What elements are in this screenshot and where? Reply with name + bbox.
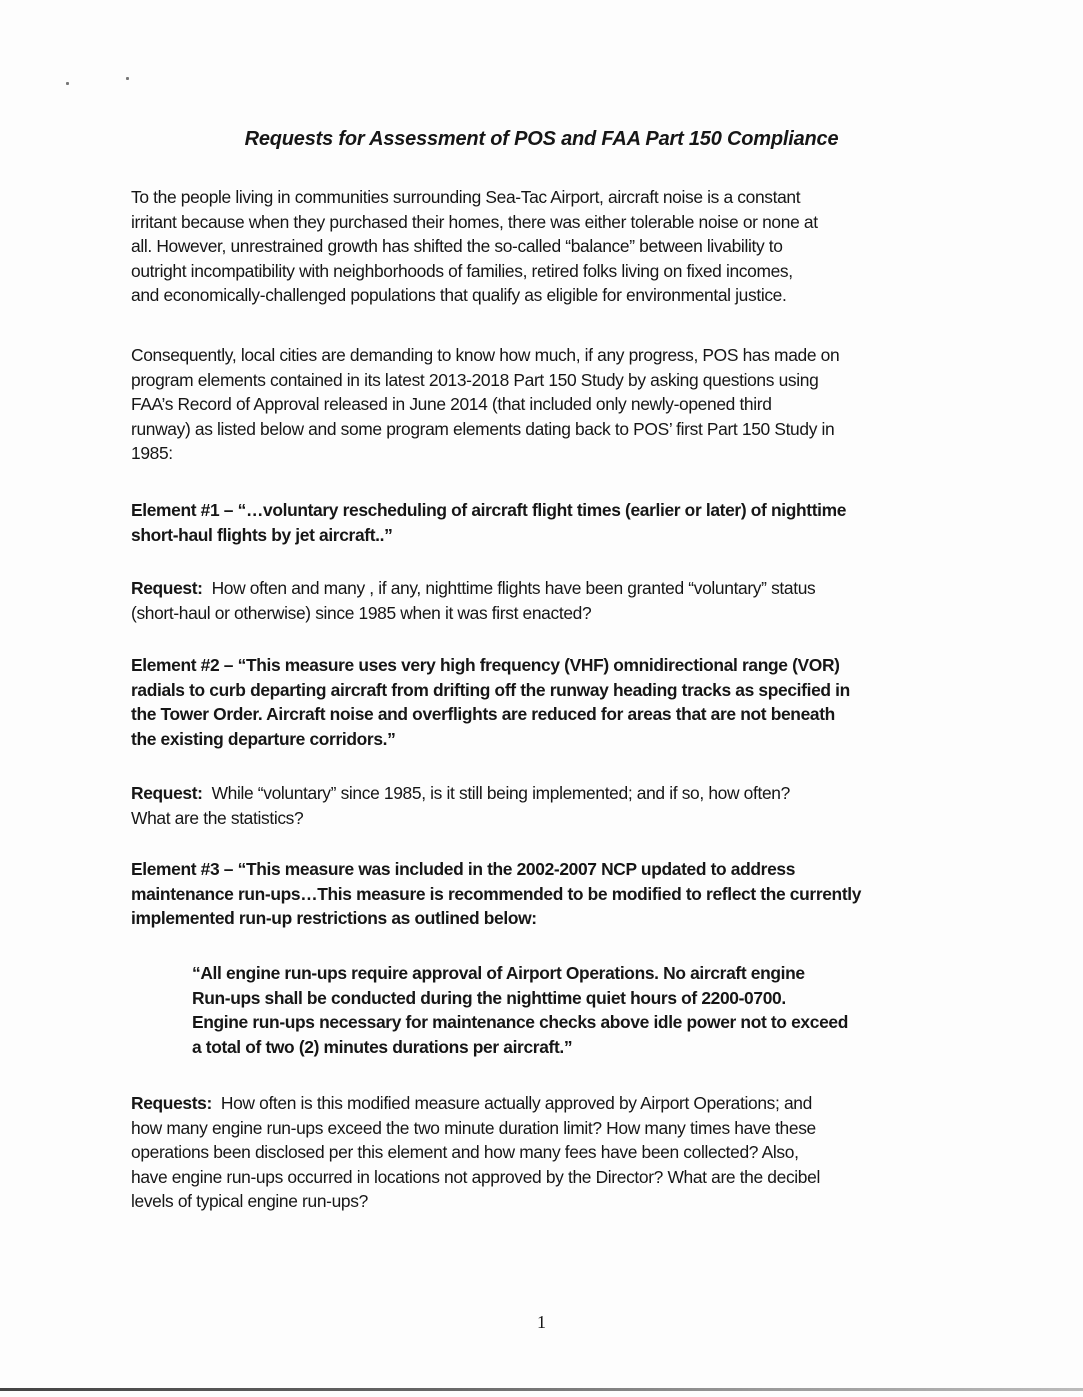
text-line: 1985: (131, 443, 173, 464)
request-label: Request: (131, 578, 203, 598)
element-3-requests (131, 1091, 961, 1214)
text-line: all. However, unrestrained growth has shifted the so-called “balance” between livability to (131, 236, 783, 257)
consequently-paragraph (131, 343, 961, 466)
text-line: the Tower Order. Aircraft noise and overflights are reduced for areas that are not beneath (131, 704, 835, 725)
element-3-quote (192, 961, 952, 1059)
text-line: and economically-challenged populations that qualify as eligible for environmental justice. (131, 285, 787, 306)
text-line: short-haul flights by jet aircraft..” (131, 524, 393, 545)
text-line: implemented run-up restrictions as outlined below: (131, 908, 537, 929)
text-line: Consequently, local cities are demanding to know how much, if any progress, POS has made on (131, 345, 840, 365)
text-line: maintenance run-ups…This measure is recommended to be modified to reflect the currently (131, 883, 862, 904)
element-3-heading (131, 857, 961, 931)
text-line: how many engine run-ups exceed the two minute duration limit? How many times have these (131, 1117, 816, 1138)
text-line: outright incompatibility with neighborhoods of families, retired folks living on fixed incomes, (131, 260, 793, 281)
intro-paragraph (131, 185, 961, 308)
element-1-request (131, 576, 961, 625)
text-line: radials to curb departing aircraft from drifting off the runway heading tracks as specified in (131, 679, 850, 700)
text-line: the existing departure corridors.” (131, 728, 396, 749)
text-line: While “voluntary” since 1985, is it still being implemented; and if so, how often? (211, 783, 790, 803)
element-2-request (131, 781, 961, 830)
scan-speck (126, 77, 129, 80)
text-line: Engine run-ups necessary for maintenance checks above idle power not to exceed (192, 1012, 848, 1033)
element-1-heading (131, 498, 961, 547)
text-line: FAA’s Record of Approval released in June 2014 (that included only newly-opened third (131, 394, 772, 415)
text-line: How often is this modified measure actually approved by Airport Operations; and (220, 1093, 812, 1113)
text-line: program elements contained in its latest 2013-2018 Part 150 Study by asking questions using (131, 369, 819, 390)
text-line: Element #2 – “This measure uses very high frequency (VHF) omnidirectional range (VOR) (131, 655, 840, 675)
text-line: To the people living in communities surrounding Sea-Tac Airport, aircraft noise is a constant (131, 187, 801, 207)
text-line: operations been disclosed per this element and how many fees have been collected? Also, (131, 1142, 799, 1163)
text-line: (short-haul or otherwise) since 1985 when it was first enacted? (131, 602, 592, 623)
text-line: What are the statistics? (131, 807, 304, 828)
text-line: “All engine run-ups require approval of Airport Operations. No aircraft engine (192, 963, 805, 983)
document-title: Requests for Assessment of POS and FAA Part 150 Compliance (244, 128, 839, 150)
text-line: levels of typical engine run-ups? (131, 1191, 368, 1212)
request-label: Request: (131, 783, 203, 803)
page-number: 1 (537, 1312, 546, 1332)
text-line: Element #1 – “…voluntary rescheduling of aircraft flight times (earlier or later) of nighttime (131, 500, 847, 520)
scan-edge-line (0, 1388, 1083, 1391)
text-line: How often and many , if any, nighttime flights have been granted “voluntary” status (211, 578, 816, 598)
text-line: have engine run-ups occurred in locations not approved by the Director? What are the decibel (131, 1166, 820, 1187)
text-line: runway) as listed below and some program elements dating back to POS’ first Part 150 Study in (131, 418, 835, 439)
text-line: irritant because when they purchased their homes, there was either tolerable noise or none at (131, 211, 818, 232)
text-line: Element #3 – “This measure was included in the 2002-2007 NCP updated to address (131, 859, 796, 879)
element-2-heading (131, 653, 961, 751)
scan-speck (66, 82, 69, 85)
request-label: Requests: (131, 1093, 212, 1113)
text-line: a total of two (2) minutes durations per aircraft.” (192, 1036, 573, 1057)
text-line: Run-ups shall be conducted during the nighttime quiet hours of 2200-0700. (192, 987, 786, 1008)
